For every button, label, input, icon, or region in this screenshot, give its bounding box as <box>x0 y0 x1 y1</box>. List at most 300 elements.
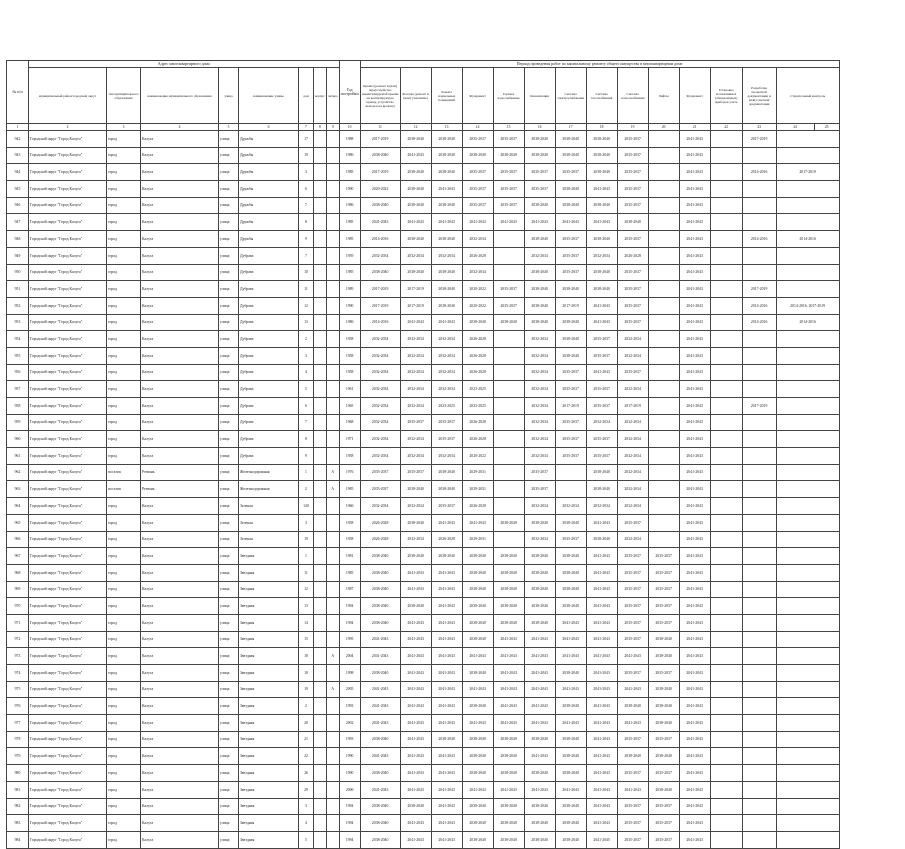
table-cell: улица <box>219 581 239 598</box>
table-cell <box>314 715 327 732</box>
table-cell: 2041-2043 <box>431 314 462 331</box>
table-cell: 2035-2037 <box>648 815 679 832</box>
table-cell: 2035-2037 <box>586 448 617 465</box>
table-cell: 2032-2034 <box>400 498 431 515</box>
table-cell <box>326 514 339 531</box>
table-row <box>7 598 840 615</box>
table-cell: 2041-2043 <box>679 297 710 314</box>
table-cell: Калуга <box>141 331 219 348</box>
table-cell: Городской округ "Город Калуга" <box>29 131 107 148</box>
table-cell: 2041-2043 <box>524 631 555 648</box>
table-cell: Калуга <box>141 314 219 331</box>
table-cell <box>710 281 742 298</box>
table-cell <box>493 531 524 548</box>
table-cell: 2038-2040 <box>648 715 679 732</box>
table-cell <box>742 731 776 748</box>
table-cell: 2038-2040 <box>555 281 586 298</box>
table-cell: 1986 <box>339 314 360 331</box>
table-cell <box>742 414 776 431</box>
table-row <box>7 314 840 331</box>
table-cell: 5 <box>299 831 314 848</box>
table-cell <box>326 798 339 815</box>
table-cell: 2038-2040 <box>431 731 462 748</box>
table-cell: улица <box>219 464 239 481</box>
table-cell: 1965 <box>339 398 360 415</box>
table-cell: 2041-2043 <box>679 564 710 581</box>
table-cell <box>493 381 524 398</box>
table-cell: 2041-2043 <box>524 665 555 682</box>
table-cell: 2041-2043 <box>431 748 462 765</box>
table-cell <box>776 548 839 565</box>
table-cell <box>648 531 679 548</box>
table-cell: 10 <box>299 264 314 281</box>
table-cell: 1989 <box>339 281 360 298</box>
capital-repair-schedule <box>6 60 840 849</box>
column-number: 10 <box>339 124 360 131</box>
table-cell: 2041-2043 <box>431 514 462 531</box>
table-cell <box>710 181 742 198</box>
table-cell: 2032-2034 <box>431 331 462 348</box>
table-cell: улица <box>219 297 239 314</box>
table-cell: 2041-2043 <box>400 147 431 164</box>
table-cell: 2026-2028 <box>462 247 493 264</box>
table-cell: 2035-2037 <box>555 414 586 431</box>
table-cell <box>326 247 339 264</box>
table-cell: 970 <box>7 598 29 615</box>
table-cell: 2032-2034 <box>617 448 648 465</box>
table-cell: город <box>107 514 141 531</box>
table-cell: 2035-2037 <box>617 831 648 848</box>
table-cell <box>742 631 776 648</box>
table-cell: улица <box>219 414 239 431</box>
table-cell <box>742 681 776 698</box>
table-row <box>7 631 840 648</box>
table-cell: 2038-2040 <box>431 197 462 214</box>
table-cell: 2041-2043 <box>679 331 710 348</box>
table-cell <box>314 648 327 665</box>
table-cell: Калуга <box>141 214 219 231</box>
table-row <box>7 131 840 148</box>
table-cell: 2041-2043 <box>400 581 431 598</box>
table-cell: 7 <box>299 247 314 264</box>
table-cell <box>326 614 339 631</box>
periods-group-header: Период проведения работ по капитальному ремонту общего имущества в многоквартирном доме <box>360 61 839 68</box>
table-cell: 2035-2037 <box>648 598 679 615</box>
table-cell: 2038-2040 <box>493 147 524 164</box>
table-cell: А <box>326 681 339 698</box>
column-header: наименование муниципального образования <box>141 68 219 124</box>
table-cell: 2038-2040 <box>360 598 400 615</box>
table-cell: 2029-2031 <box>462 464 493 481</box>
table-cell: 2038-2040 <box>555 347 586 364</box>
table-cell: 2041-2043 <box>679 648 710 665</box>
table-cell: 2032-2034 <box>360 498 400 515</box>
table-cell: Дружбы <box>239 147 299 164</box>
table-cell: 2026-2028 <box>617 247 648 264</box>
table-cell: Дубрава <box>239 448 299 465</box>
table-cell: 949 <box>7 247 29 264</box>
table-cell: 6 <box>299 181 314 198</box>
table-cell <box>710 715 742 732</box>
table-cell: 2038-2040 <box>555 314 586 331</box>
table-cell <box>710 598 742 615</box>
table-cell: Калуга <box>141 698 219 715</box>
table-cell <box>742 665 776 682</box>
table-cell: улица <box>219 598 239 615</box>
table-cell: 1985 <box>339 214 360 231</box>
table-cell: город <box>107 231 141 248</box>
table-cell: 2038-2040 <box>400 548 431 565</box>
table-cell: 2041-2043 <box>431 214 462 231</box>
table-cell: 2041-2043 <box>679 715 710 732</box>
table-row <box>7 531 840 548</box>
table-cell: улица <box>219 247 239 264</box>
table-cell: 2041-2043 <box>679 815 710 832</box>
table-row <box>7 715 840 732</box>
table-row <box>7 431 840 448</box>
table-cell <box>314 398 327 415</box>
table-cell: город <box>107 581 141 598</box>
table-cell: Калуга <box>141 448 219 465</box>
table-cell: город <box>107 131 141 148</box>
column-header: наименование улицы <box>239 68 299 124</box>
table-row <box>7 665 840 682</box>
table-cell: 2041-2043 <box>431 665 462 682</box>
table-cell <box>776 381 839 398</box>
table-cell: 2038-2040 <box>462 698 493 715</box>
table-cell: 2041-2043 <box>586 598 617 615</box>
table-cell: 2041-2043 <box>462 715 493 732</box>
table-cell: 2041-2043 <box>679 464 710 481</box>
table-cell: 977 <box>7 715 29 732</box>
table-cell: 2017-2019 <box>360 164 400 181</box>
column-number: 19 <box>617 124 648 131</box>
table-cell: 2038-2040 <box>400 197 431 214</box>
table-cell <box>648 448 679 465</box>
table-cell <box>326 498 339 515</box>
table-cell: 2041-2043 <box>431 181 462 198</box>
table-cell <box>742 781 776 798</box>
table-cell <box>710 481 742 498</box>
table-cell: 2038-2040 <box>360 731 400 748</box>
table-cell <box>710 164 742 181</box>
table-cell: 2026-2028 <box>462 347 493 364</box>
table-cell: Городской округ "Город Калуга" <box>29 798 107 815</box>
table-cell: город <box>107 214 141 231</box>
table-cell: Калуга <box>141 631 219 648</box>
table-cell: 2041-2043 <box>431 598 462 615</box>
table-cell: 2017-2019 <box>360 281 400 298</box>
table-cell: 2014-2016 <box>742 314 776 331</box>
table-cell: 2041-2043 <box>586 181 617 198</box>
table-cell <box>742 147 776 164</box>
table-cell: 8 <box>299 431 314 448</box>
column-header: Ремонт подвальных помещений <box>431 68 462 124</box>
table-cell: Городской округ "Город Калуга" <box>29 264 107 281</box>
table-cell <box>314 831 327 848</box>
column-header: Фундамент <box>679 68 710 124</box>
table-cell: Городской округ "Город Калуга" <box>29 247 107 264</box>
table-cell: 2035-2037 <box>555 531 586 548</box>
table-cell: Калуга <box>141 264 219 281</box>
table-cell: 2032-2034 <box>400 531 431 548</box>
table-cell: 2038-2040 <box>586 231 617 248</box>
table-cell <box>710 698 742 715</box>
table-row <box>7 464 840 481</box>
table-cell <box>648 164 679 181</box>
table-cell: 2032-2034 <box>400 448 431 465</box>
table-cell: 2041-2043 <box>586 214 617 231</box>
table-cell <box>776 631 839 648</box>
table-cell: 2041-2043 <box>524 781 555 798</box>
table-cell: 2041-2043 <box>431 798 462 815</box>
table-cell: 2035-2037 <box>617 514 648 531</box>
table-cell: 1994 <box>339 815 360 832</box>
table-cell: 2032-2034 <box>400 331 431 348</box>
table-cell: Калуга <box>141 614 219 631</box>
table-cell: 2041-2043 <box>360 715 400 732</box>
table-cell: 971 <box>7 614 29 631</box>
table-cell: 2041-2043 <box>400 681 431 698</box>
table-cell: 960 <box>7 431 29 448</box>
table-cell <box>742 748 776 765</box>
table-cell <box>710 414 742 431</box>
table-cell <box>648 381 679 398</box>
table-cell <box>326 731 339 748</box>
table-cell: 2014-2016 <box>742 231 776 248</box>
table-cell: 2041-2043 <box>360 748 400 765</box>
table-cell <box>326 748 339 765</box>
table-cell: 968 <box>7 564 29 581</box>
table-cell <box>648 514 679 531</box>
table-cell: 1959 <box>339 247 360 264</box>
table-cell: 2041-2043 <box>617 781 648 798</box>
table-cell <box>742 598 776 615</box>
table-cell: 2032-2034 <box>360 347 400 364</box>
table-cell <box>742 197 776 214</box>
table-cell: 2038-2040 <box>524 831 555 848</box>
table-cell: улица <box>219 781 239 798</box>
table-cell: Звездная <box>239 665 299 682</box>
table-cell <box>314 297 327 314</box>
table-cell: 2038-2040 <box>524 614 555 631</box>
table-row <box>7 481 840 498</box>
table-cell: 1981 <box>339 548 360 565</box>
table-cell <box>326 364 339 381</box>
table-cell: Дубрава <box>239 381 299 398</box>
table-cell <box>710 131 742 148</box>
table-cell: 2032-2034 <box>586 414 617 431</box>
table-cell: Калуга <box>141 281 219 298</box>
table-cell <box>776 564 839 581</box>
table-cell: 20 <box>299 715 314 732</box>
table-cell: 2041-2043 <box>462 514 493 531</box>
table-cell <box>776 214 839 231</box>
table-cell: 2038-2040 <box>493 765 524 782</box>
table-cell: улица <box>219 331 239 348</box>
table-cell: Городской округ "Город Калуга" <box>29 564 107 581</box>
table-cell <box>493 481 524 498</box>
table-cell: 2038-2040 <box>524 281 555 298</box>
table-cell: 980 <box>7 765 29 782</box>
table-cell: 3 <box>299 164 314 181</box>
table-cell <box>493 264 524 281</box>
table-cell: 2041-2043 <box>360 631 400 648</box>
column-header: Фасады (ремонт и (или) утепление) <box>400 68 431 124</box>
table-cell <box>710 264 742 281</box>
table-cell: Городской округ "Город Калуга" <box>29 364 107 381</box>
table-cell: Звездная <box>239 548 299 565</box>
table-cell: 1 <box>299 464 314 481</box>
table-cell: город <box>107 715 141 732</box>
table-cell: 3 <box>299 514 314 531</box>
table-cell: город <box>107 347 141 364</box>
table-cell: 2041-2043 <box>586 781 617 798</box>
table-cell: 2017-2019 <box>617 398 648 415</box>
table-cell: 2032-2034 <box>400 347 431 364</box>
table-cell <box>648 398 679 415</box>
table-cell: 2038-2040 <box>400 264 431 281</box>
table-cell: Звездная <box>239 781 299 798</box>
table-cell: 2041-2043 <box>400 214 431 231</box>
table-cell: Калуга <box>141 815 219 832</box>
table-cell: 2041-2043 <box>586 748 617 765</box>
table-cell: 19 <box>299 531 314 548</box>
table-cell: 2038-2040 <box>586 131 617 148</box>
table-cell <box>326 448 339 465</box>
table-cell: 2032-2034 <box>524 498 555 515</box>
table-cell <box>776 331 839 348</box>
table-cell: 942 <box>7 131 29 148</box>
table-cell: 2041-2043 <box>586 731 617 748</box>
table-cell <box>742 531 776 548</box>
table-cell: 2032-2034 <box>524 381 555 398</box>
table-cell: 2035-2037 <box>586 331 617 348</box>
table-cell: 12 <box>299 581 314 598</box>
table-cell: 2032-2034 <box>431 381 462 398</box>
table-cell: 2038-2040 <box>524 197 555 214</box>
column-header: № п/п <box>7 61 29 124</box>
table-cell <box>493 398 524 415</box>
table-cell: 2004 <box>339 648 360 665</box>
table-cell <box>776 131 839 148</box>
table-cell: 19 <box>299 681 314 698</box>
table-cell: Городской округ "Город Калуга" <box>29 297 107 314</box>
column-header: улица <box>219 68 239 124</box>
table-cell: 1958 <box>339 364 360 381</box>
table-cell <box>776 464 839 481</box>
table-cell <box>776 765 839 782</box>
table-cell: 951 <box>7 281 29 298</box>
table-cell: город <box>107 815 141 832</box>
table-cell: Городской округ "Город Калуга" <box>29 197 107 214</box>
column-header: Лифты <box>648 68 679 124</box>
table-cell <box>648 247 679 264</box>
table-cell <box>742 514 776 531</box>
table-cell: 2041-2043 <box>493 214 524 231</box>
table-cell: 2026-2028 <box>462 414 493 431</box>
table-cell: 2038-2040 <box>555 147 586 164</box>
table-cell: 2038-2040 <box>431 164 462 181</box>
table-cell <box>742 364 776 381</box>
table-cell: 2035-2037 <box>431 498 462 515</box>
table-cell: 2035-2037 <box>555 231 586 248</box>
table-cell: 1 <box>299 548 314 565</box>
table-cell: 2035-2037 <box>555 381 586 398</box>
table-cell <box>326 815 339 832</box>
column-number: 8 <box>314 124 327 131</box>
table-cell <box>710 464 742 481</box>
table-cell <box>326 581 339 598</box>
table-cell: 2038-2040 <box>493 731 524 748</box>
column-number: 12 <box>400 124 431 131</box>
table-cell: город <box>107 147 141 164</box>
table-cell: город <box>107 765 141 782</box>
table-cell: 1994 <box>339 614 360 631</box>
table-cell: Городской округ "Город Калуга" <box>29 381 107 398</box>
table-cell: 2038-2040 <box>617 214 648 231</box>
table-cell <box>314 598 327 615</box>
table-cell: город <box>107 614 141 631</box>
table-cell: 17 <box>299 131 314 148</box>
table-cell: 2041-2043 <box>679 364 710 381</box>
table-cell <box>326 381 339 398</box>
table-cell: город <box>107 414 141 431</box>
table-cell: 947 <box>7 214 29 231</box>
table-cell <box>742 548 776 565</box>
table-cell: Калуга <box>141 181 219 198</box>
table-cell: 2041-2043 <box>555 648 586 665</box>
table-cell: 2041-2043 <box>679 398 710 415</box>
table-cell: 2038-2040 <box>555 831 586 848</box>
table-cell: 2041-2043 <box>679 448 710 465</box>
table-cell: 1985 <box>339 264 360 281</box>
table-cell <box>493 347 524 364</box>
table-cell: 2032-2034 <box>360 414 400 431</box>
table-cell <box>648 364 679 381</box>
table-cell: 2038-2040 <box>555 798 586 815</box>
table-cell <box>314 247 327 264</box>
column-number: 6 <box>239 124 299 131</box>
table-cell: 2032-2034 <box>617 531 648 548</box>
table-cell <box>742 247 776 264</box>
table-cell: улица <box>219 631 239 648</box>
column-header: Горячее водоснабжение <box>493 68 524 124</box>
table-cell: 2032-2034 <box>400 381 431 398</box>
table-cell: 2035-2037 <box>617 364 648 381</box>
table-cell <box>710 831 742 848</box>
table-cell <box>776 481 839 498</box>
table-cell: город <box>107 281 141 298</box>
table-cell <box>493 231 524 248</box>
table-cell: улица <box>219 815 239 832</box>
column-header: Строительный контроль <box>776 68 839 124</box>
table-cell: 2035-2037 <box>617 564 648 581</box>
table-cell: 7 <box>299 414 314 431</box>
table-cell: улица <box>219 681 239 698</box>
table-cell: 2035-2037 <box>648 665 679 682</box>
table-cell: 2035-2037 <box>648 765 679 782</box>
table-row <box>7 414 840 431</box>
table-cell: 2035-2037 <box>555 448 586 465</box>
table-cell: 2038-2040 <box>400 164 431 181</box>
table-cell: 948 <box>7 231 29 248</box>
table-cell: город <box>107 531 141 548</box>
table-row <box>7 698 840 715</box>
table-cell: 2017-2019 <box>555 297 586 314</box>
table-cell: 2026-2028 <box>462 331 493 348</box>
table-cell: 2035-2037 <box>617 147 648 164</box>
